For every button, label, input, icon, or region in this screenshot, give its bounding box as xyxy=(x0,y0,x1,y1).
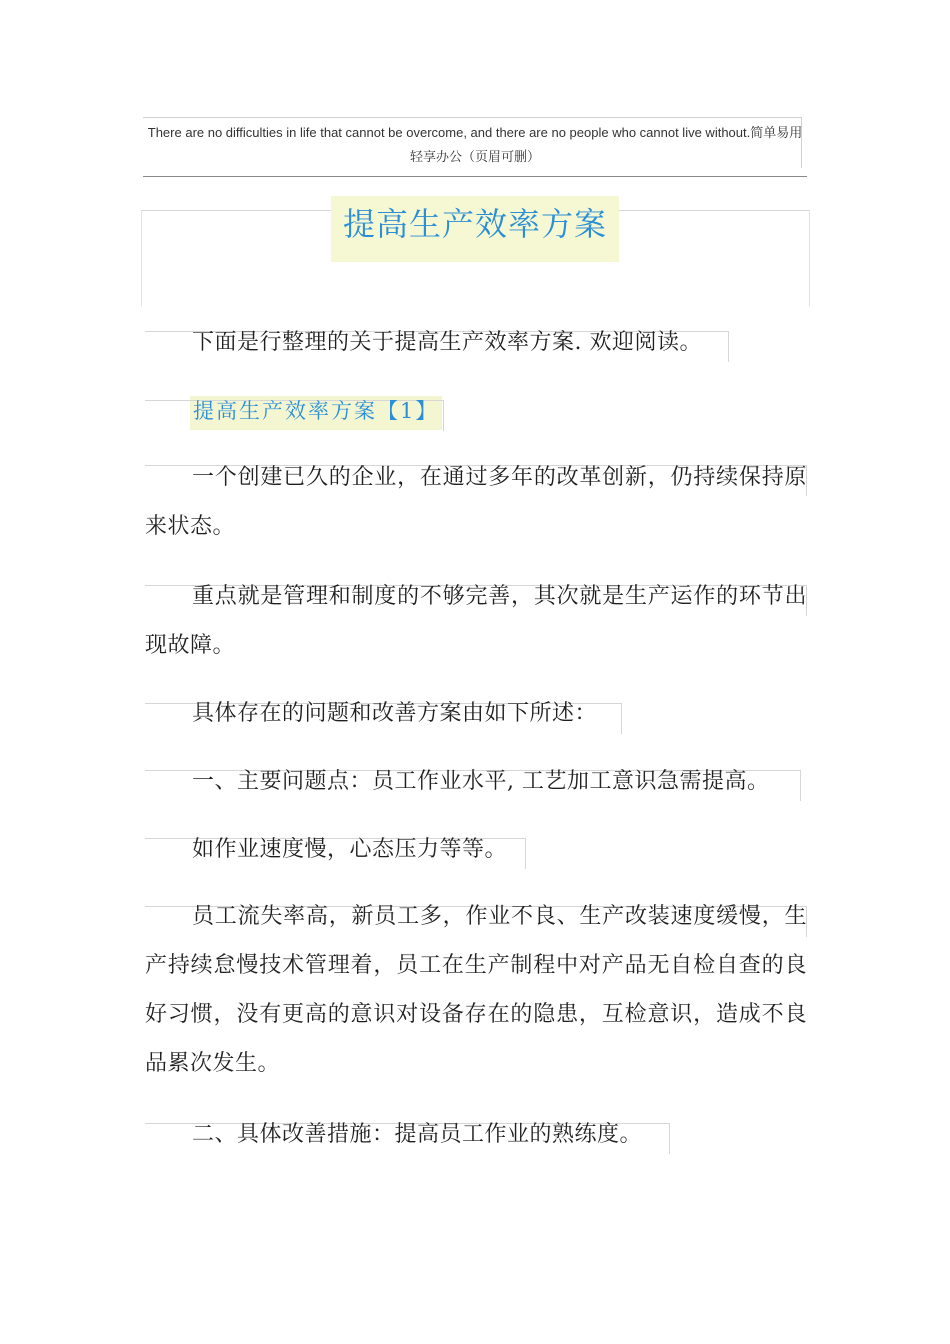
paragraph: 一、主要问题点：员工作业水平, 工艺加工意识急需提高。 xyxy=(192,769,770,794)
header-divider xyxy=(143,176,807,177)
paragraph: 员工流失率高，新员工多，作业不良、生产改装速度缓慢，生产持续怠慢技术管理着，员工在生产制程中对产品无自检自查的良好习惯，没有更高的意识对设备存在的隐患，互检意识，造成不良品累次发生。 xyxy=(145,904,807,1076)
paragraph: 二、具体改善措施：提高员工作业的熟练度。 xyxy=(192,1122,643,1147)
section-heading: 提高生产效率方案【1】 xyxy=(193,399,439,423)
paragraph: 重点就是管理和制度的不够完善，其次就是生产运作的环节出现故障。 xyxy=(145,584,807,658)
paragraph: 一个创建已久的企业，在通过多年的改革创新，仍持续保持原来状态。 xyxy=(145,465,807,539)
paragraph: 具体存在的问题和改善方案由如下所述： xyxy=(192,701,598,726)
page-header: There are no difficulties in life that cannot be overcome, and there are no people who cannot live without.简单易用 轻享办公（页眉可删） xyxy=(147,125,816,164)
document-title: 提高生产效率方案 xyxy=(342,205,607,243)
paragraph: 如作业速度慢，心态压力等等。 xyxy=(192,837,508,862)
intro-paragraph: 下面是行整理的关于提高生产效率方案. 欢迎阅读。 xyxy=(192,330,702,355)
